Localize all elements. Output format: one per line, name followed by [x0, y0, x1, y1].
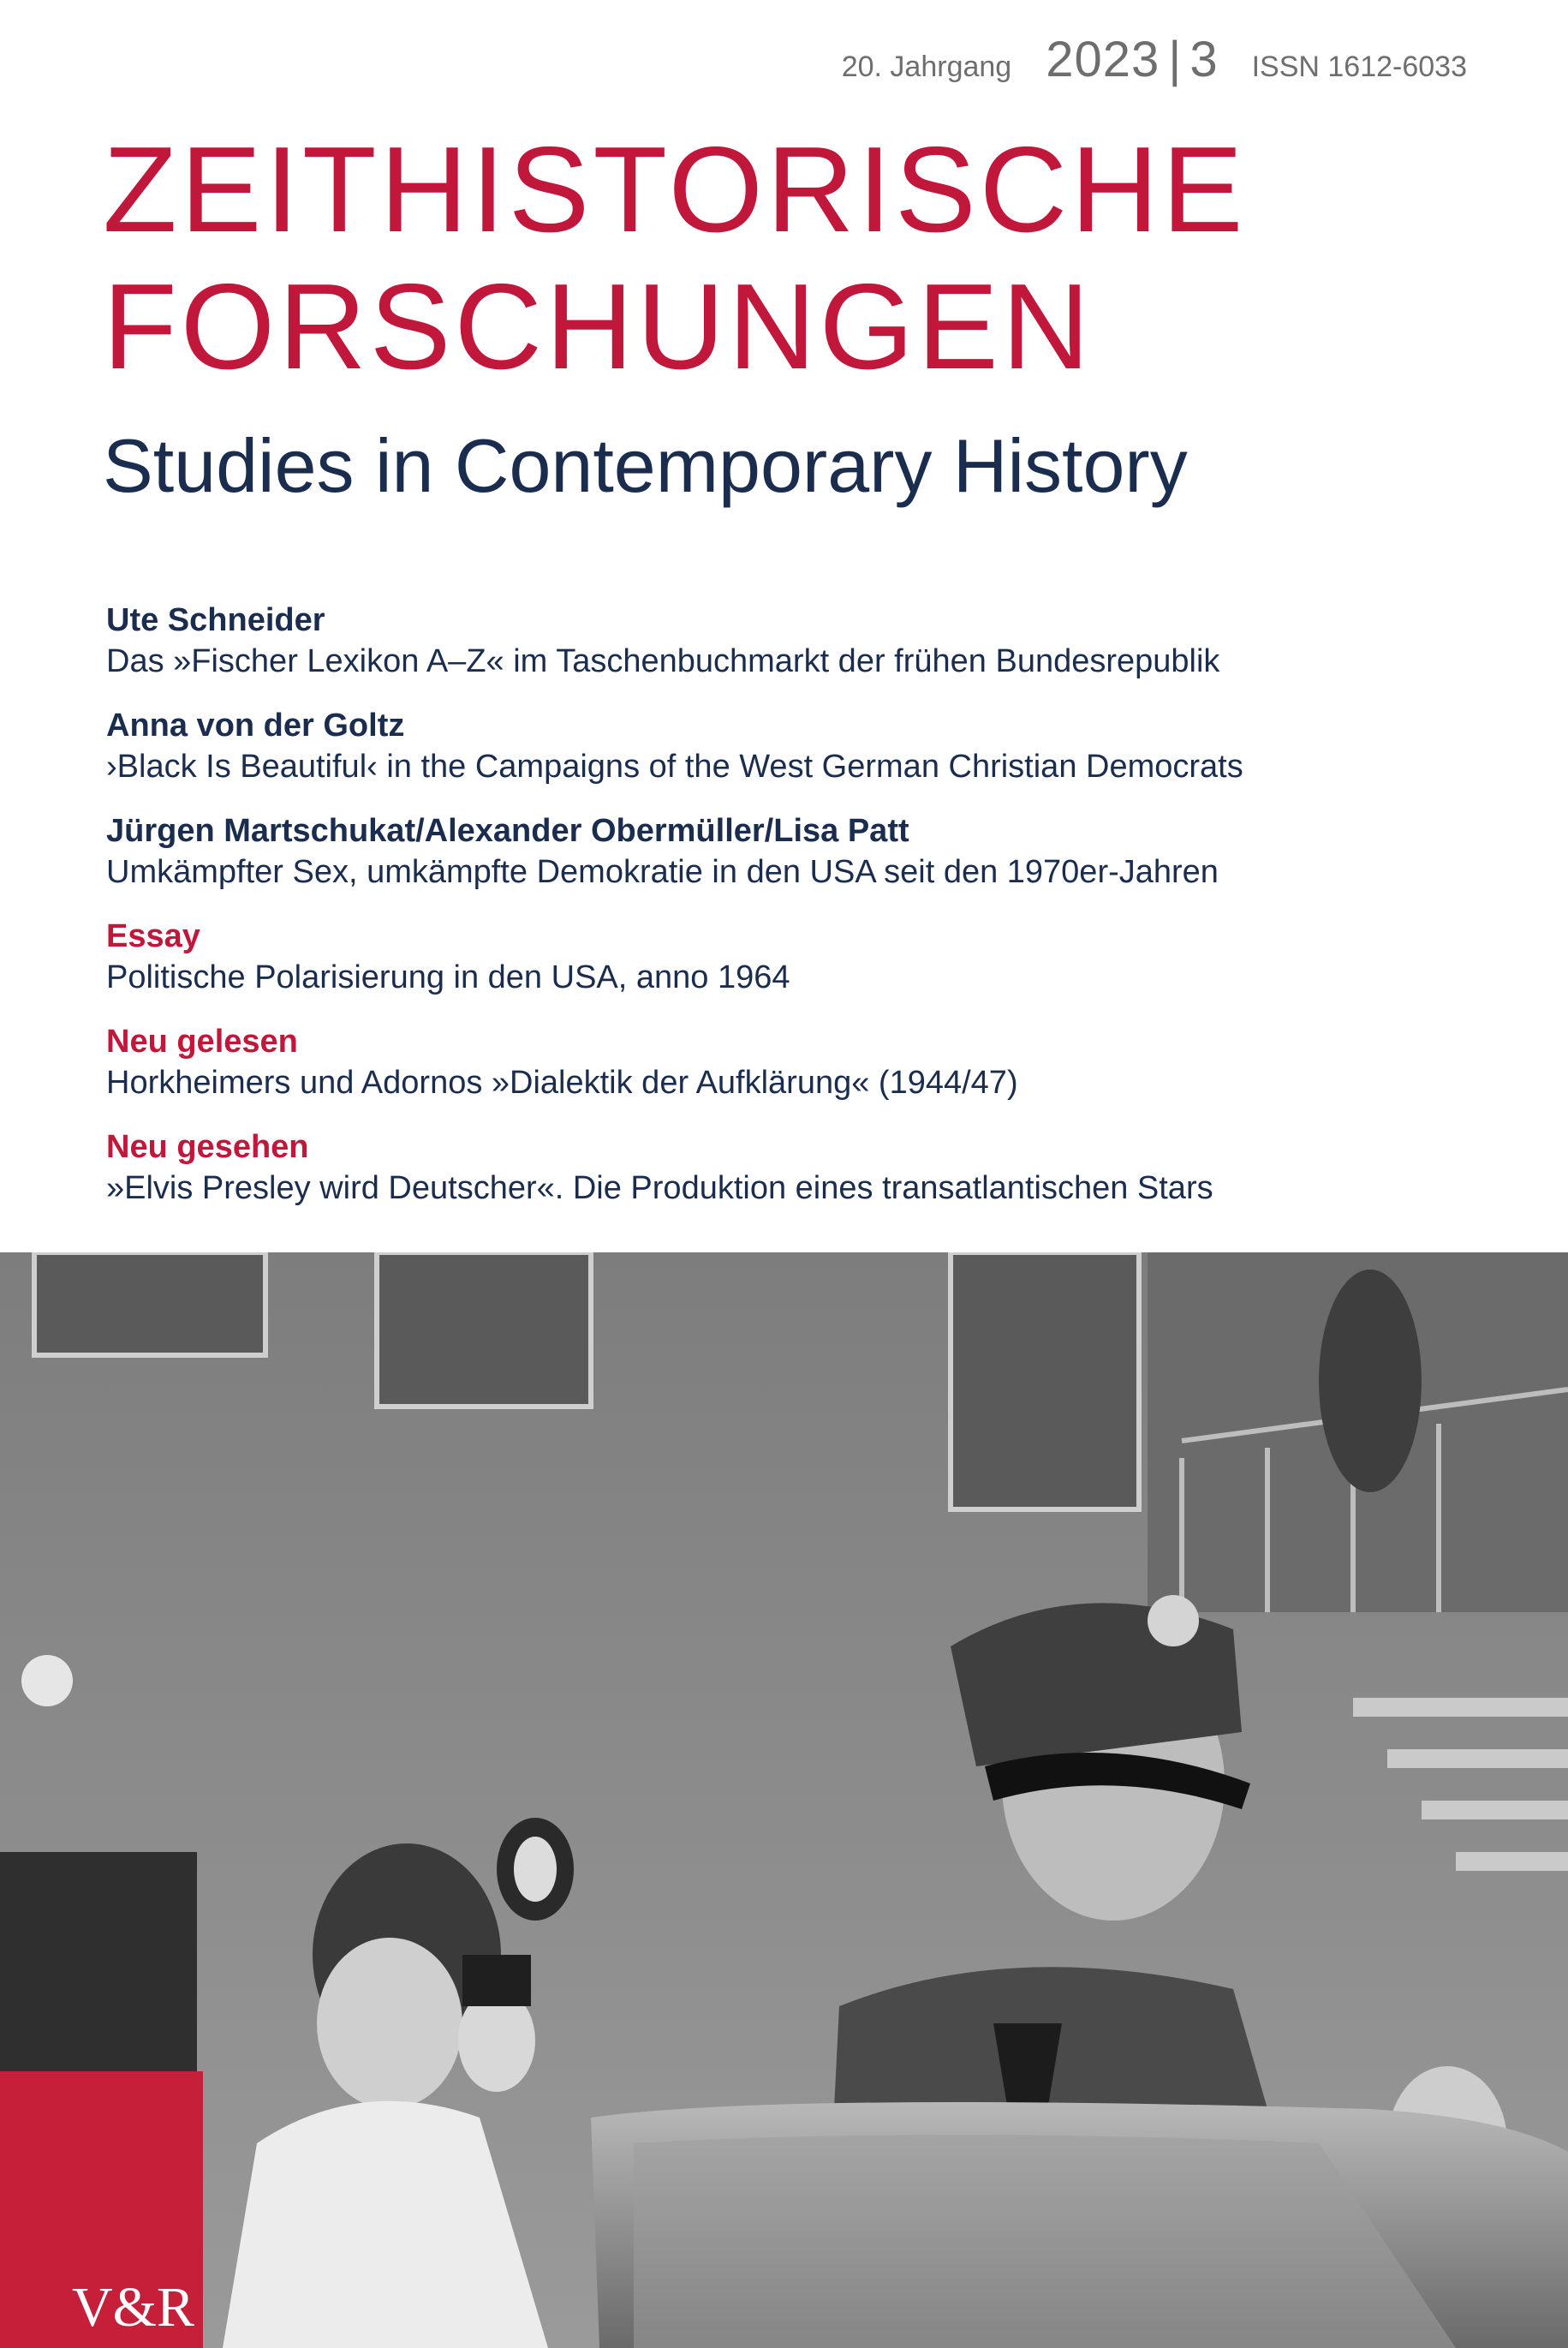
- issue-number: 3: [1189, 32, 1218, 87]
- toc-item: [106, 1021, 1511, 1126]
- background-figure: [1319, 1270, 1422, 1492]
- doorway: [0, 1852, 197, 2109]
- toc-section-heading: Essay: [106, 918, 200, 954]
- cover-photo: [0, 1252, 1568, 2348]
- journal-title-line-1: ZEITHISTORISCHE: [103, 122, 1247, 258]
- car-door: [591, 2102, 1568, 2348]
- toc-item: [106, 705, 1511, 810]
- issue-separator: |: [1168, 32, 1182, 87]
- toc-article-title: Das »Fischer Lexikon A–Z« im Taschenbuchmarkt der frühen Bundesrepublik: [106, 643, 1220, 679]
- toc-article-title: ›Black Is Beautiful‹ in the Campaigns of the West German Christian Democrats: [106, 749, 1243, 785]
- wall-lamp: [21, 1655, 73, 1706]
- toc-section-heading: Neu gesehen: [106, 1129, 309, 1165]
- issn-label: ISSN 1612-6033: [1251, 51, 1467, 83]
- toc-item: [106, 600, 1511, 705]
- toc-article-title: Horkheimers und Adornos »Dialektik der Aufklärung« (1944/47): [106, 1065, 1018, 1101]
- issue-year: 2023: [1046, 32, 1160, 87]
- toc-author: Anna von der Goltz: [106, 708, 405, 744]
- table-of-contents: [106, 600, 1511, 1232]
- toc-item: [106, 810, 1511, 916]
- journal-title-line-2: FORSCHUNGEN: [103, 259, 1094, 395]
- toc-author: Ute Schneider: [106, 602, 325, 638]
- toc-item: [106, 916, 1511, 1021]
- toc-article-title: Politische Polarisierung in den USA, anno 1964: [106, 959, 790, 995]
- cover-photo-illustration: [0, 1252, 1568, 2348]
- publisher-logo: [0, 2071, 203, 2348]
- toc-author: Jürgen Martschukat/Alexander Obermüller/Lisa Patt: [106, 813, 909, 849]
- journal-subtitle: Studies in Contemporary History: [103, 423, 1188, 508]
- issue-meta: [842, 31, 1467, 88]
- toc-article-title: »Elvis Presley wird Deutscher«. Die Produktion eines transatlantischen Stars: [106, 1170, 1213, 1206]
- toc-section-heading: Neu gelesen: [106, 1024, 298, 1060]
- journal-title: [103, 122, 1247, 396]
- toc-article-title: Umkämpfter Sex, umkämpfte Demokratie in den USA seit den 1970er-Jahren: [106, 854, 1219, 890]
- publisher-logo-text: V&R: [71, 2276, 194, 2339]
- toc-item: [106, 1126, 1511, 1232]
- volume-label: 20. Jahrgang: [841, 51, 1012, 83]
